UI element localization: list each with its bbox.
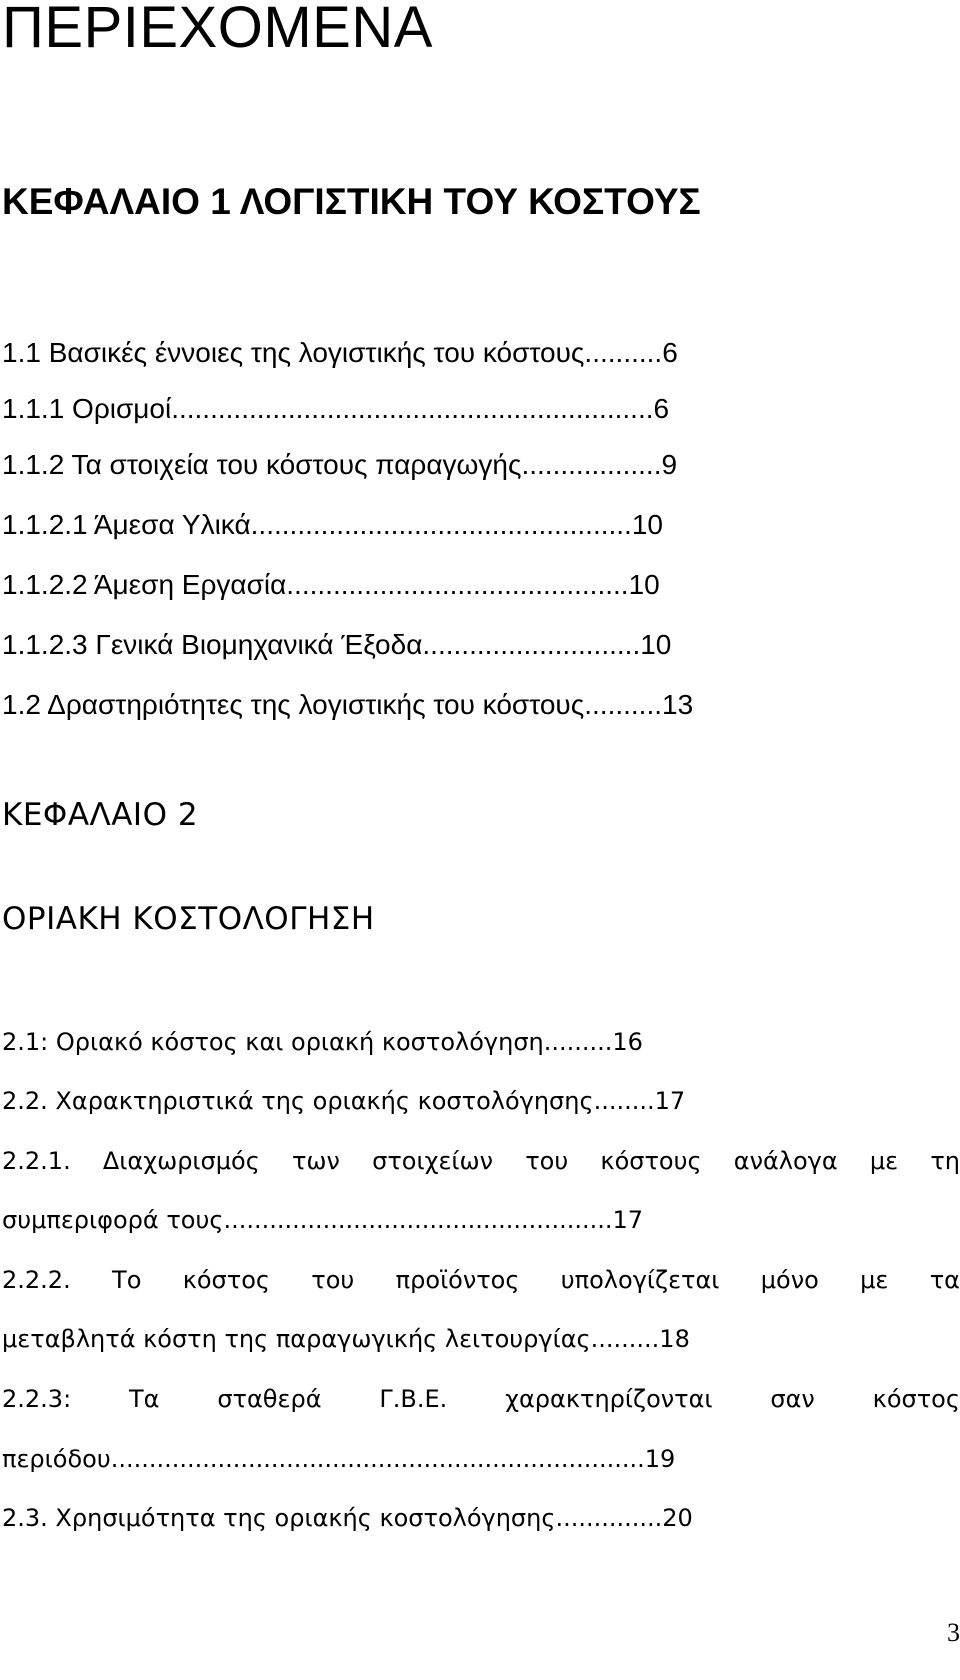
toc-word: σταθερά: [217, 1385, 322, 1413]
toc-entry-2-2-2: [2, 1262, 960, 1298]
toc-word: ανάλογα: [733, 1147, 838, 1175]
toc-entry-2-1: 2.1: Οριακό κόστος και οριακή κοστολόγηση.........16: [2, 1028, 643, 1056]
toc-word: τη: [930, 1147, 960, 1175]
toc-word: μόνο: [760, 1266, 819, 1294]
toc-word: κόστους: [600, 1147, 702, 1175]
toc-entry-2-2-1-continued: συμπεριφορά τους...................................................17: [2, 1206, 644, 1234]
toc-entry-1-2: 1.2 Δραστηριότητες της λογιστικής του κόστους..........13: [2, 689, 694, 720]
toc-word: με: [860, 1266, 889, 1294]
toc-entry-2-2-3-continued: περιόδου......................................................................19: [2, 1445, 676, 1473]
toc-word: 2.2.2.: [2, 1266, 71, 1294]
toc-entry-2-3: 2.3. Χρησιμότητα της οριακής κοστολόγησης..............20: [2, 1504, 693, 1532]
toc-word: Τα: [129, 1385, 160, 1413]
page-title: ΠΕΡΙΕΧΟΜΕΝΑ: [2, 0, 433, 60]
toc-entry-2-2-2-continued: μεταβλητά κόστη της παραγωγικής λειτουργίας.........18: [2, 1325, 690, 1353]
toc-entry-1-1-2-2: 1.1.2.2 Άμεση Εργασία............................................10: [2, 569, 660, 600]
toc-entry-2-2-3: [2, 1381, 960, 1417]
toc-word: στοιχείων: [372, 1147, 494, 1175]
chapter-2-heading-title: ΟΡΙΑΚΗ ΚΟΣΤΟΛΟΓΗΣΗ: [2, 901, 375, 937]
toc-word: των: [291, 1147, 340, 1175]
toc-entry-2-2: 2.2. Χαρακτηριστικά της οριακής κοστολόγησης........17: [2, 1087, 686, 1115]
chapter-1-heading: ΚΕΦΑΛΑΙΟ 1 ΛΟΓΙΣΤΙΚΗ ΤΟΥ ΚΟΣΤΟΥΣ: [2, 181, 701, 222]
toc-word: προϊόντος: [395, 1266, 520, 1294]
toc-entry-1-1: 1.1 Βασικές έννοιες της λογιστικής του κόστους..........6: [2, 337, 678, 368]
toc-entry-1-1-2-1: 1.1.2.1 Άμεσα Υλικά.................................................10: [2, 509, 663, 540]
toc-word: υπολογίζεται: [560, 1266, 720, 1294]
chapter-2-heading-number: ΚΕΦΑΛΑΙΟ 2: [2, 797, 199, 833]
toc-word: κόστος: [872, 1385, 960, 1413]
toc-word: 2.2.3:: [2, 1385, 72, 1413]
toc-entry-1-1-1: 1.1.1 Ορισμοί..............................................................6: [2, 393, 670, 424]
toc-word: με: [869, 1147, 899, 1175]
toc-word: Το: [112, 1266, 142, 1294]
toc-word: χαρακτηρίζονται: [505, 1385, 713, 1413]
toc-word: Γ.Β.Ε.: [379, 1385, 448, 1413]
toc-word: τα: [929, 1266, 960, 1294]
toc-word: κόστος: [182, 1266, 270, 1294]
toc-entry-2-2-1: [2, 1143, 960, 1179]
toc-word: σαν: [770, 1385, 815, 1413]
toc-word: Διαχωρισμός: [102, 1147, 260, 1175]
toc-entry-1-1-2-3: 1.1.2.3 Γενικά Βιομηχανικά Έξοδα............................10: [2, 629, 672, 660]
toc-word: του: [525, 1147, 569, 1175]
page-number: 3: [947, 1618, 960, 1647]
toc-entry-1-1-2: 1.1.2 Τα στοιχεία του κόστους παραγωγής..................9: [2, 449, 678, 480]
toc-word: του: [311, 1266, 355, 1294]
toc-word: 2.2.1.: [2, 1147, 71, 1175]
